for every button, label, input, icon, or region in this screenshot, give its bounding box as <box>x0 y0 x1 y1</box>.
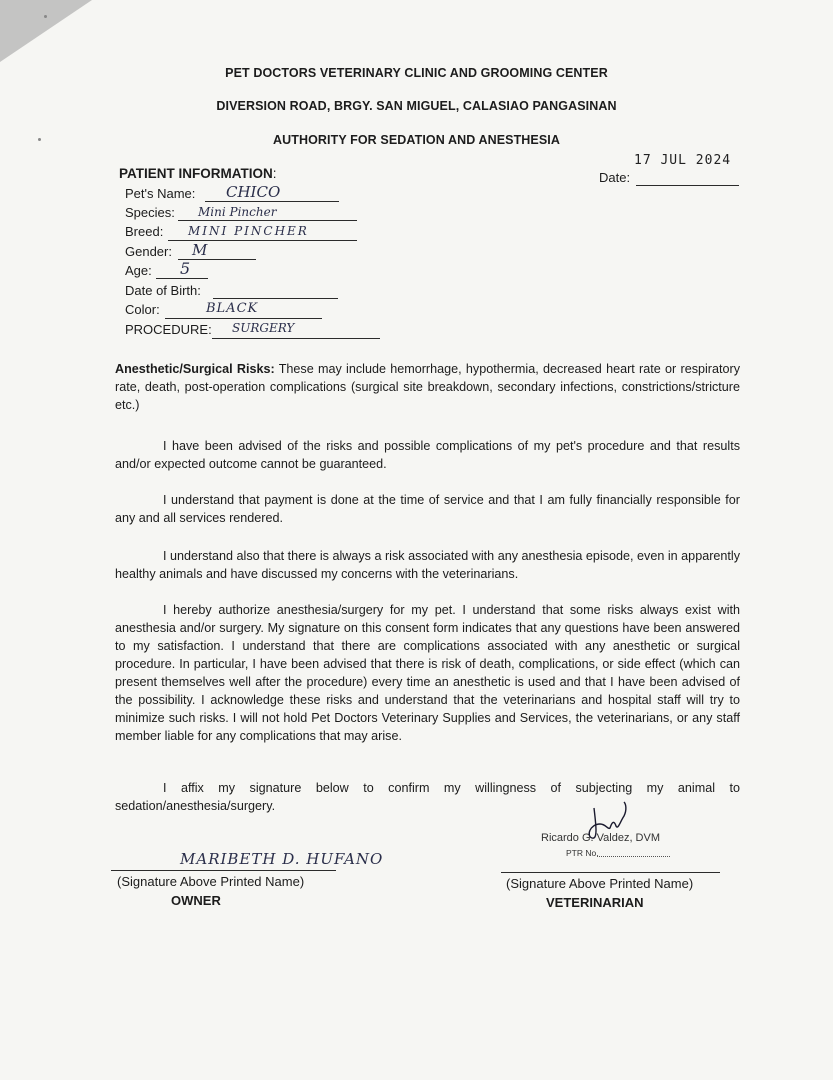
date-stamp: 17 JUL 2024 <box>634 153 732 168</box>
vet-printed-name: Ricardo G. Valdez, DVM <box>541 832 661 844</box>
owner-handwritten-name: MARIBETH D. HUFANO <box>180 850 384 868</box>
breed-value: MINI PINCHER <box>188 224 309 238</box>
consent-paragraph-authorization: I hereby authorize anesthesia/surgery for my pet. I understand that some risks always exist with anesthesia and/or surgery. My signature on this consent form indicates that any questions have been answered to my satisfaction. I understand that there are complications associated with any anesthetic or surgical procedure. In particular, I have been advised that there is risk of death, complications, or side effect (which can present themselves well after the procedure) every time an anesthetic is used and that I have been advised of the possibility. I acknowledge these risks and understand that the veterinarians and hospital staff will try to minimize such risks. I will not hold Pet Doctors Veterinary Supplies and Services, the veterinarians, or any staff member liable for any complications that may arise. <box>115 603 740 743</box>
vet-ptr-label: PTR No. <box>566 848 599 858</box>
risks-paragraph <box>115 360 740 414</box>
date-line <box>636 185 739 186</box>
color-value: BLACK <box>206 301 259 316</box>
pet-name-value: CHICO <box>226 183 281 201</box>
species-value: Mini Pincher <box>198 205 277 219</box>
gender-value: M <box>192 241 208 259</box>
date-label: Date: <box>599 170 631 185</box>
age-label: Age: <box>125 263 152 278</box>
species-label: Species: <box>125 205 175 220</box>
vet-signature-line <box>501 872 720 873</box>
vet-signature-caption: (Signature Above Printed Name) <box>506 876 694 891</box>
pet-name-label: Pet's Name: <box>125 186 196 201</box>
age-line <box>156 278 208 279</box>
consent-paragraph-anesthesia-risk: I understand also that there is always a risk associated with any anesthesia episode, even in apparently healthy animals and have discussed my concerns with the veterinarians. <box>115 549 740 581</box>
owner-role: OWNER <box>171 893 221 908</box>
age-value: 5 <box>180 259 191 278</box>
consent-paragraph-risks: I have been advised of the risks and possible complications of my pet's procedure and that results and/or expected outcome cannot be guaranteed. <box>115 439 740 471</box>
consent-paragraph-affix: I affix my signature below to confirm my willingness of subjecting my animal to sedation/anesthesia/surgery. <box>115 781 740 813</box>
procedure-label: PROCEDURE: <box>125 322 212 337</box>
owner-signature-caption: (Signature Above Printed Name) <box>117 874 305 889</box>
vet-role: VETERINARIAN <box>546 895 644 910</box>
procedure-value: SURGERY <box>232 321 295 335</box>
clinic-address: DIVERSION ROAD, BRGY. SAN MIGUEL, CALASIAO PANGASINAN <box>216 99 617 113</box>
gender-label: Gender: <box>125 244 172 259</box>
clinic-name: PET DOCTORS VETERINARY CLINIC AND GROOMING CENTER <box>225 66 608 80</box>
vet-ptr-line <box>597 856 670 857</box>
risks-text: These may include hemorrhage, hypothermia, decreased heart rate or respiratory rate, death, post-operation complications (surgical site breakdown, secondary infections, constrictions/stricture etc.) <box>115 362 741 412</box>
color-line <box>165 318 322 319</box>
folded-corner-shadow <box>0 0 92 62</box>
breed-label: Breed: <box>125 224 164 239</box>
dob-line <box>213 298 338 299</box>
owner-signature-line <box>111 870 336 871</box>
consent-paragraph-payment: I understand that payment is done at the time of service and that I am fully financially responsible for any and all services rendered. <box>115 493 740 525</box>
patient-info-heading: PATIENT INFORMATION: <box>119 166 277 181</box>
scan-speck <box>44 15 47 18</box>
pet-name-line <box>205 201 339 202</box>
dob-label: Date of Birth: <box>125 283 201 298</box>
risks-heading: Anesthetic/Surgical Risks: <box>115 362 275 376</box>
species-line <box>178 220 357 221</box>
procedure-line <box>212 338 380 339</box>
form-title: AUTHORITY FOR SEDATION AND ANESTHESIA <box>272 133 561 147</box>
color-label: Color: <box>125 302 160 317</box>
